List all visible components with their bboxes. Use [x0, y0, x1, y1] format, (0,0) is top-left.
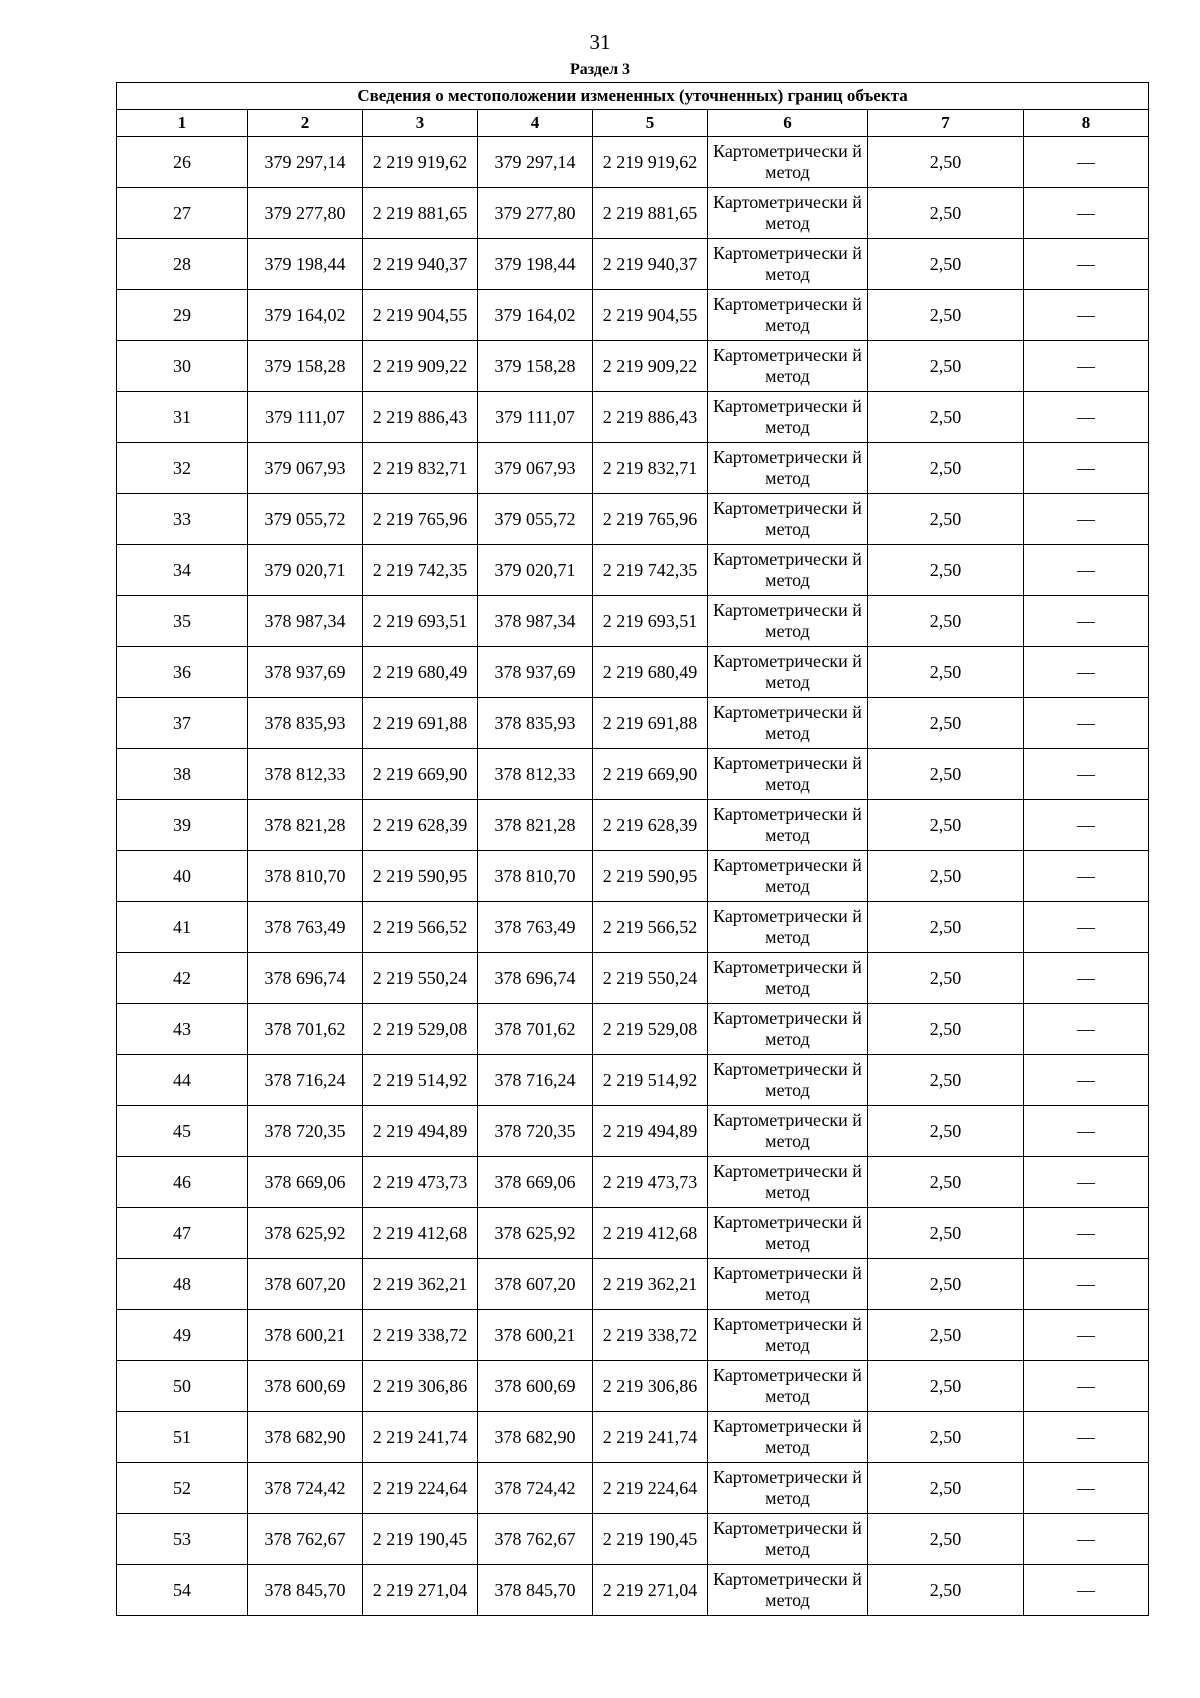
point-number-cell: 52 — [117, 1463, 248, 1514]
point-number-cell: 30 — [117, 341, 248, 392]
description-cell: — — [1024, 545, 1149, 596]
y-new-cell: 2 219 765,96 — [593, 494, 708, 545]
x-old-cell: 379 277,80 — [248, 188, 363, 239]
accuracy-cell: 2,50 — [868, 851, 1024, 902]
x-old-cell: 378 724,42 — [248, 1463, 363, 1514]
method-cell: Картометрически й метод — [708, 341, 868, 392]
method-cell: Картометрически й метод — [708, 1463, 868, 1514]
x-new-cell: 379 067,93 — [478, 443, 593, 494]
accuracy-cell: 2,50 — [868, 1004, 1024, 1055]
point-number-cell: 48 — [117, 1259, 248, 1310]
method-cell: Картометрически й метод — [708, 851, 868, 902]
table-row — [117, 800, 1149, 851]
y-new-cell: 2 219 190,45 — [593, 1514, 708, 1565]
x-new-cell: 379 164,02 — [478, 290, 593, 341]
table-row — [117, 1463, 1149, 1514]
x-old-cell: 378 607,20 — [248, 1259, 363, 1310]
x-old-cell: 379 297,14 — [248, 137, 363, 188]
point-number-cell: 44 — [117, 1055, 248, 1106]
point-number-cell: 51 — [117, 1412, 248, 1463]
x-old-cell: 379 164,02 — [248, 290, 363, 341]
y-new-cell: 2 219 271,04 — [593, 1565, 708, 1616]
accuracy-cell: 2,50 — [868, 1514, 1024, 1565]
accuracy-cell: 2,50 — [868, 290, 1024, 341]
method-cell: Картометрически й метод — [708, 749, 868, 800]
y-new-cell: 2 219 473,73 — [593, 1157, 708, 1208]
description-cell: — — [1024, 1259, 1149, 1310]
x-old-cell: 379 198,44 — [248, 239, 363, 290]
x-new-cell: 378 682,90 — [478, 1412, 593, 1463]
x-new-cell: 379 158,28 — [478, 341, 593, 392]
x-new-cell: 378 720,35 — [478, 1106, 593, 1157]
point-number-cell: 32 — [117, 443, 248, 494]
y-old-cell: 2 219 919,62 — [363, 137, 478, 188]
y-old-cell: 2 219 940,37 — [363, 239, 478, 290]
accuracy-cell: 2,50 — [868, 392, 1024, 443]
column-number: 2 — [248, 110, 363, 137]
description-cell: — — [1024, 1157, 1149, 1208]
x-new-cell: 378 821,28 — [478, 800, 593, 851]
x-old-cell: 378 835,93 — [248, 698, 363, 749]
y-old-cell: 2 219 412,68 — [363, 1208, 478, 1259]
description-cell: — — [1024, 1514, 1149, 1565]
accuracy-cell: 2,50 — [868, 1565, 1024, 1616]
table-row — [117, 1412, 1149, 1463]
method-cell: Картометрически й метод — [708, 239, 868, 290]
table-row — [117, 137, 1149, 188]
y-new-cell: 2 219 742,35 — [593, 545, 708, 596]
table-row — [117, 1106, 1149, 1157]
point-number-cell: 47 — [117, 1208, 248, 1259]
method-cell: Картометрически й метод — [708, 1259, 868, 1310]
method-cell: Картометрически й метод — [708, 188, 868, 239]
accuracy-cell: 2,50 — [868, 239, 1024, 290]
accuracy-cell: 2,50 — [868, 902, 1024, 953]
y-new-cell: 2 219 693,51 — [593, 596, 708, 647]
y-new-cell: 2 219 241,74 — [593, 1412, 708, 1463]
y-old-cell: 2 219 190,45 — [363, 1514, 478, 1565]
accuracy-cell: 2,50 — [868, 1412, 1024, 1463]
method-cell: Картометрически й метод — [708, 1208, 868, 1259]
description-cell: — — [1024, 1310, 1149, 1361]
point-number-cell: 41 — [117, 902, 248, 953]
table-row — [117, 953, 1149, 1004]
description-cell: — — [1024, 647, 1149, 698]
method-cell: Картометрически й метод — [708, 137, 868, 188]
table-row — [117, 494, 1149, 545]
description-cell: — — [1024, 443, 1149, 494]
y-new-cell: 2 219 550,24 — [593, 953, 708, 1004]
description-cell: — — [1024, 392, 1149, 443]
point-number-cell: 28 — [117, 239, 248, 290]
x-new-cell: 378 701,62 — [478, 1004, 593, 1055]
y-new-cell: 2 219 566,52 — [593, 902, 708, 953]
table-row — [117, 1157, 1149, 1208]
x-new-cell: 378 812,33 — [478, 749, 593, 800]
description-cell: — — [1024, 137, 1149, 188]
x-new-cell: 378 810,70 — [478, 851, 593, 902]
accuracy-cell: 2,50 — [868, 494, 1024, 545]
x-new-cell: 379 198,44 — [478, 239, 593, 290]
y-old-cell: 2 219 473,73 — [363, 1157, 478, 1208]
x-old-cell: 378 682,90 — [248, 1412, 363, 1463]
method-cell: Картометрически й метод — [708, 1055, 868, 1106]
accuracy-cell: 2,50 — [868, 1157, 1024, 1208]
x-new-cell: 378 600,69 — [478, 1361, 593, 1412]
column-number: 4 — [478, 110, 593, 137]
description-cell: — — [1024, 800, 1149, 851]
column-number: 6 — [708, 110, 868, 137]
x-old-cell: 378 812,33 — [248, 749, 363, 800]
x-old-cell: 378 821,28 — [248, 800, 363, 851]
table-caption: Сведения о местоположении измененных (уточненных) границ объекта — [117, 83, 1149, 110]
method-cell: Картометрически й метод — [708, 953, 868, 1004]
x-new-cell: 378 937,69 — [478, 647, 593, 698]
x-new-cell: 378 669,06 — [478, 1157, 593, 1208]
point-number-cell: 36 — [117, 647, 248, 698]
accuracy-cell: 2,50 — [868, 443, 1024, 494]
y-old-cell: 2 219 271,04 — [363, 1565, 478, 1616]
y-old-cell: 2 219 550,24 — [363, 953, 478, 1004]
method-cell: Картометрически й метод — [708, 647, 868, 698]
y-new-cell: 2 219 881,65 — [593, 188, 708, 239]
point-number-cell: 49 — [117, 1310, 248, 1361]
x-new-cell: 378 762,67 — [478, 1514, 593, 1565]
x-old-cell: 379 055,72 — [248, 494, 363, 545]
point-number-cell: 42 — [117, 953, 248, 1004]
table-row — [117, 239, 1149, 290]
x-new-cell: 378 835,93 — [478, 698, 593, 749]
description-cell: — — [1024, 1055, 1149, 1106]
y-new-cell: 2 219 886,43 — [593, 392, 708, 443]
x-old-cell: 378 762,67 — [248, 1514, 363, 1565]
x-old-cell: 378 937,69 — [248, 647, 363, 698]
y-new-cell: 2 219 680,49 — [593, 647, 708, 698]
point-number-cell: 27 — [117, 188, 248, 239]
x-new-cell: 378 607,20 — [478, 1259, 593, 1310]
x-old-cell: 378 696,74 — [248, 953, 363, 1004]
column-number: 5 — [593, 110, 708, 137]
x-old-cell: 378 600,21 — [248, 1310, 363, 1361]
table-row — [117, 902, 1149, 953]
table-row — [117, 1514, 1149, 1565]
method-cell: Картометрически й метод — [708, 1004, 868, 1055]
table-row — [117, 749, 1149, 800]
table-row — [117, 698, 1149, 749]
accuracy-cell: 2,50 — [868, 749, 1024, 800]
y-old-cell: 2 219 362,21 — [363, 1259, 478, 1310]
x-new-cell: 379 055,72 — [478, 494, 593, 545]
y-new-cell: 2 219 224,64 — [593, 1463, 708, 1514]
x-new-cell: 378 845,70 — [478, 1565, 593, 1616]
x-new-cell: 378 724,42 — [478, 1463, 593, 1514]
y-old-cell: 2 219 680,49 — [363, 647, 478, 698]
y-old-cell: 2 219 514,92 — [363, 1055, 478, 1106]
x-old-cell: 379 158,28 — [248, 341, 363, 392]
accuracy-cell: 2,50 — [868, 647, 1024, 698]
accuracy-cell: 2,50 — [868, 1310, 1024, 1361]
x-old-cell: 378 810,70 — [248, 851, 363, 902]
y-old-cell: 2 219 669,90 — [363, 749, 478, 800]
method-cell: Картометрически й метод — [708, 902, 868, 953]
method-cell: Картометрически й метод — [708, 596, 868, 647]
x-old-cell: 378 625,92 — [248, 1208, 363, 1259]
y-new-cell: 2 219 669,90 — [593, 749, 708, 800]
coordinates-table — [116, 82, 1149, 1616]
y-old-cell: 2 219 742,35 — [363, 545, 478, 596]
x-new-cell: 379 111,07 — [478, 392, 593, 443]
y-new-cell: 2 219 514,92 — [593, 1055, 708, 1106]
y-new-cell: 2 219 909,22 — [593, 341, 708, 392]
column-number: 3 — [363, 110, 478, 137]
y-old-cell: 2 219 886,43 — [363, 392, 478, 443]
description-cell: — — [1024, 1004, 1149, 1055]
accuracy-cell: 2,50 — [868, 341, 1024, 392]
x-old-cell: 378 987,34 — [248, 596, 363, 647]
y-new-cell: 2 219 362,21 — [593, 1259, 708, 1310]
accuracy-cell: 2,50 — [868, 596, 1024, 647]
x-old-cell: 378 669,06 — [248, 1157, 363, 1208]
point-number-cell: 46 — [117, 1157, 248, 1208]
y-new-cell: 2 219 338,72 — [593, 1310, 708, 1361]
x-new-cell: 378 696,74 — [478, 953, 593, 1004]
method-cell: Картометрически й метод — [708, 1565, 868, 1616]
table-row — [117, 1361, 1149, 1412]
x-old-cell: 378 716,24 — [248, 1055, 363, 1106]
table-row — [117, 392, 1149, 443]
x-old-cell: 379 020,71 — [248, 545, 363, 596]
point-number-cell: 39 — [117, 800, 248, 851]
column-number: 8 — [1024, 110, 1149, 137]
method-cell: Картометрически й метод — [708, 392, 868, 443]
point-number-cell: 33 — [117, 494, 248, 545]
description-cell: — — [1024, 1208, 1149, 1259]
table-row — [117, 1310, 1149, 1361]
x-new-cell: 378 987,34 — [478, 596, 593, 647]
x-new-cell: 378 763,49 — [478, 902, 593, 953]
method-cell: Картометрически й метод — [708, 494, 868, 545]
description-cell: — — [1024, 1412, 1149, 1463]
method-cell: Картометрически й метод — [708, 545, 868, 596]
description-cell: — — [1024, 494, 1149, 545]
point-number-cell: 43 — [117, 1004, 248, 1055]
y-old-cell: 2 219 881,65 — [363, 188, 478, 239]
y-new-cell: 2 219 832,71 — [593, 443, 708, 494]
method-cell: Картометрически й метод — [708, 1106, 868, 1157]
y-old-cell: 2 219 224,64 — [363, 1463, 478, 1514]
y-new-cell: 2 219 919,62 — [593, 137, 708, 188]
table-row — [117, 596, 1149, 647]
accuracy-cell: 2,50 — [868, 698, 1024, 749]
y-old-cell: 2 219 904,55 — [363, 290, 478, 341]
point-number-cell: 54 — [117, 1565, 248, 1616]
table-row — [117, 1208, 1149, 1259]
description-cell: — — [1024, 596, 1149, 647]
table-row — [117, 545, 1149, 596]
method-cell: Картометрически й метод — [708, 290, 868, 341]
table-row — [117, 1565, 1149, 1616]
x-old-cell: 378 600,69 — [248, 1361, 363, 1412]
description-cell: — — [1024, 1361, 1149, 1412]
column-number: 7 — [868, 110, 1024, 137]
point-number-cell: 50 — [117, 1361, 248, 1412]
x-old-cell: 378 720,35 — [248, 1106, 363, 1157]
y-old-cell: 2 219 306,86 — [363, 1361, 478, 1412]
accuracy-cell: 2,50 — [868, 1463, 1024, 1514]
x-old-cell: 379 067,93 — [248, 443, 363, 494]
x-old-cell: 378 845,70 — [248, 1565, 363, 1616]
x-new-cell: 379 297,14 — [478, 137, 593, 188]
accuracy-cell: 2,50 — [868, 953, 1024, 1004]
y-old-cell: 2 219 832,71 — [363, 443, 478, 494]
method-cell: Картометрически й метод — [708, 1361, 868, 1412]
table-row — [117, 188, 1149, 239]
column-number: 1 — [117, 110, 248, 137]
y-old-cell: 2 219 765,96 — [363, 494, 478, 545]
point-number-cell: 34 — [117, 545, 248, 596]
table-row — [117, 1055, 1149, 1106]
accuracy-cell: 2,50 — [868, 137, 1024, 188]
y-old-cell: 2 219 628,39 — [363, 800, 478, 851]
point-number-cell: 26 — [117, 137, 248, 188]
accuracy-cell: 2,50 — [868, 1259, 1024, 1310]
accuracy-cell: 2,50 — [868, 1106, 1024, 1157]
accuracy-cell: 2,50 — [868, 800, 1024, 851]
y-new-cell: 2 219 529,08 — [593, 1004, 708, 1055]
method-cell: Картометрически й метод — [708, 1514, 868, 1565]
x-old-cell: 379 111,07 — [248, 392, 363, 443]
method-cell: Картометрически й метод — [708, 1310, 868, 1361]
x-new-cell: 378 625,92 — [478, 1208, 593, 1259]
accuracy-cell: 2,50 — [868, 1055, 1024, 1106]
method-cell: Картометрически й метод — [708, 800, 868, 851]
x-new-cell: 379 020,71 — [478, 545, 593, 596]
description-cell: — — [1024, 851, 1149, 902]
y-old-cell: 2 219 590,95 — [363, 851, 478, 902]
accuracy-cell: 2,50 — [868, 1208, 1024, 1259]
y-new-cell: 2 219 494,89 — [593, 1106, 708, 1157]
table-row — [117, 1004, 1149, 1055]
point-number-cell: 40 — [117, 851, 248, 902]
point-number-cell: 37 — [117, 698, 248, 749]
point-number-cell: 29 — [117, 290, 248, 341]
x-new-cell: 378 716,24 — [478, 1055, 593, 1106]
point-number-cell: 31 — [117, 392, 248, 443]
description-cell: — — [1024, 1565, 1149, 1616]
section-title: Раздел 3 — [569, 61, 631, 78]
y-old-cell: 2 219 909,22 — [363, 341, 478, 392]
y-new-cell: 2 219 904,55 — [593, 290, 708, 341]
y-old-cell: 2 219 241,74 — [363, 1412, 478, 1463]
table-row — [117, 647, 1149, 698]
y-new-cell: 2 219 628,39 — [593, 800, 708, 851]
page-number: 31 — [589, 30, 611, 54]
y-old-cell: 2 219 338,72 — [363, 1310, 478, 1361]
x-new-cell: 379 277,80 — [478, 188, 593, 239]
y-old-cell: 2 219 529,08 — [363, 1004, 478, 1055]
x-new-cell: 378 600,21 — [478, 1310, 593, 1361]
y-new-cell: 2 219 412,68 — [593, 1208, 708, 1259]
point-number-cell: 38 — [117, 749, 248, 800]
description-cell: — — [1024, 1106, 1149, 1157]
table-row — [117, 341, 1149, 392]
accuracy-cell: 2,50 — [868, 1361, 1024, 1412]
description-cell: — — [1024, 239, 1149, 290]
column-number-row — [117, 110, 1149, 137]
y-new-cell: 2 219 590,95 — [593, 851, 708, 902]
method-cell: Картометрически й метод — [708, 443, 868, 494]
description-cell: — — [1024, 749, 1149, 800]
point-number-cell: 35 — [117, 596, 248, 647]
table-row — [117, 1259, 1149, 1310]
table-row — [117, 290, 1149, 341]
accuracy-cell: 2,50 — [868, 545, 1024, 596]
description-cell: — — [1024, 290, 1149, 341]
y-new-cell: 2 219 691,88 — [593, 698, 708, 749]
description-cell: — — [1024, 188, 1149, 239]
description-cell: — — [1024, 341, 1149, 392]
x-old-cell: 378 701,62 — [248, 1004, 363, 1055]
description-cell: — — [1024, 698, 1149, 749]
method-cell: Картометрически й метод — [708, 1157, 868, 1208]
y-new-cell: 2 219 940,37 — [593, 239, 708, 290]
point-number-cell: 53 — [117, 1514, 248, 1565]
description-cell: — — [1024, 902, 1149, 953]
y-old-cell: 2 219 693,51 — [363, 596, 478, 647]
method-cell: Картометрически й метод — [708, 698, 868, 749]
table-row — [117, 851, 1149, 902]
description-cell: — — [1024, 953, 1149, 1004]
point-number-cell: 45 — [117, 1106, 248, 1157]
accuracy-cell: 2,50 — [868, 188, 1024, 239]
x-old-cell: 378 763,49 — [248, 902, 363, 953]
y-old-cell: 2 219 691,88 — [363, 698, 478, 749]
description-cell: — — [1024, 1463, 1149, 1514]
y-new-cell: 2 219 306,86 — [593, 1361, 708, 1412]
method-cell: Картометрически й метод — [708, 1412, 868, 1463]
y-old-cell: 2 219 566,52 — [363, 902, 478, 953]
table-row — [117, 443, 1149, 494]
y-old-cell: 2 219 494,89 — [363, 1106, 478, 1157]
